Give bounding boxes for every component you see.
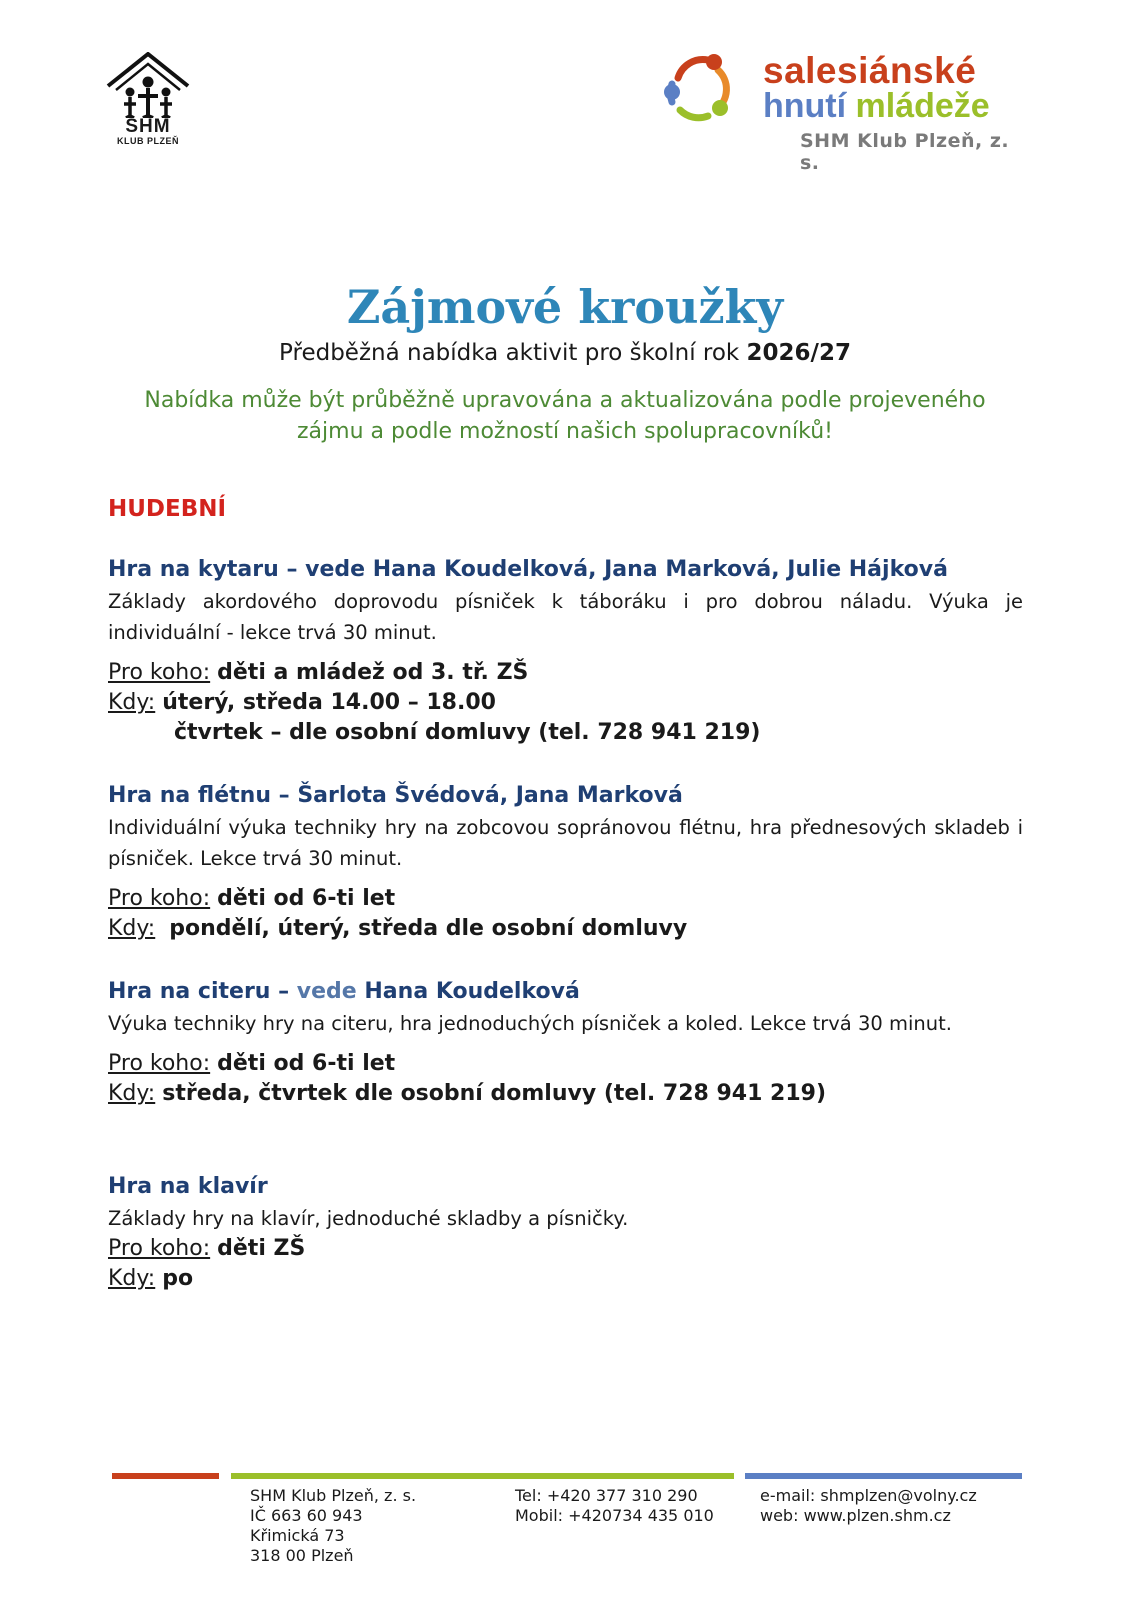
when-row [108, 1264, 1023, 1294]
when-label: Kdy: [108, 690, 156, 715]
activity-title-part2: vede [296, 979, 357, 1004]
activity-title-part1: Hra na citeru – [108, 979, 297, 1004]
footer-mobile: Mobil: +420734 435 010 [515, 1506, 714, 1525]
for-whom-label: Pro koho: [108, 1236, 211, 1261]
activity-description: Základy akordového doprovodu písniček k táboráku i pro dobrou náladu. Výuka je individuální - lekce trvá 30 minut. [108, 590, 1023, 644]
footer-org-name: SHM Klub Plzeň, z. s. [250, 1486, 417, 1505]
footer-tel: Tel: +420 377 310 290 [515, 1486, 698, 1505]
shm-brand-logo [668, 50, 1028, 174]
for-whom-value: děti od 6-ti let [217, 1051, 396, 1076]
when-value: úterý, středa 14.00 – 18.00 [162, 690, 496, 715]
footer-email[interactable]: e-mail: shmplzen@volny.cz [760, 1486, 977, 1505]
school-year: 2026/27 [746, 340, 851, 366]
footer-contacts [760, 1486, 977, 1526]
when-row [108, 688, 1023, 718]
logo-left-line1: SHM [125, 116, 171, 137]
notice-line-2: zájmu a podle možností našich spolupracovníků! [297, 419, 833, 444]
when-label: Kdy: [108, 1081, 156, 1106]
logo-line-hnuti-mladeze [763, 86, 990, 126]
page-title: Zájmové kroužky [346, 280, 784, 334]
category-heading: HUDEBNÍ [108, 496, 227, 522]
shm-klub-logo [106, 52, 196, 152]
when-row [108, 914, 1023, 944]
for-whom-value: děti a mládež od 3. tř. ZŠ [217, 660, 529, 685]
when-value: pondělí, úterý, středa dle osobní domluvy [169, 916, 688, 941]
activity-title: Hra na klavír [108, 1174, 268, 1199]
for-whom-label: Pro koho: [108, 886, 211, 911]
activity-description: Základy hry na klavír, jednoduché skladby a písničky. [108, 1207, 629, 1230]
footer-org-id: IČ 663 60 943 [250, 1506, 363, 1525]
footer-city: 318 00 Plzeň [250, 1546, 354, 1565]
logo-subtitle: SHM Klub Plzeň, z. s. [800, 130, 1010, 174]
for-whom-row [108, 884, 1023, 914]
footer-bar-blue [745, 1473, 1022, 1479]
for-whom-row [108, 1234, 1023, 1264]
for-whom-row [108, 658, 1023, 688]
activity-title: Hra na flétnu – Šarlota Švédová, Jana Marková [108, 783, 683, 808]
logo-word-mladeze: mládeže [855, 87, 990, 125]
activity-description: Výuka techniky hry na citeru, hra jednoduchých písniček a koled. Lekce trvá 30 minut. [108, 1012, 952, 1035]
logo-word-salesianske: salesiánské [763, 50, 977, 91]
footer-bar-green [231, 1473, 734, 1479]
page-subtitle [0, 340, 1130, 366]
ring-of-people-icon [658, 50, 742, 130]
footer-web[interactable]: web: www.plzen.shm.cz [760, 1506, 951, 1525]
offer-notice [100, 385, 1030, 447]
when-value: po [162, 1266, 194, 1291]
activity-flute [108, 783, 1023, 944]
house-family-icon [106, 52, 190, 118]
activity-piano [108, 1174, 1023, 1294]
activity-guitar [108, 557, 1023, 748]
footer-organization [250, 1486, 416, 1566]
activity-title [108, 979, 1023, 1004]
for-whom-value: děti od 6-ti let [217, 886, 396, 911]
when-value: středa, čtvrtek dle osobní domluvy (tel. 728 941 219) [162, 1081, 827, 1106]
footer-street: Křimická 73 [250, 1526, 345, 1545]
footer-bar-red [112, 1473, 219, 1479]
logo-word-hnuti: hnutí [763, 87, 847, 125]
for-whom-label: Pro koho: [108, 1051, 211, 1076]
activity-title: Hra na kytaru – vede Hana Koudelková, Jana Marková, Julie Hájková [108, 557, 948, 582]
when-label: Kdy: [108, 1266, 156, 1291]
subtitle-text: Předběžná nabídka aktivit pro školní rok [279, 340, 747, 366]
logo-left-line2: KLUB PLZEŇ [117, 136, 179, 146]
for-whom-row [108, 1049, 1023, 1079]
activity-zither [108, 979, 1023, 1109]
for-whom-value: děti ZŠ [217, 1236, 306, 1261]
when-row [108, 1079, 1023, 1109]
when-label: Kdy: [108, 916, 156, 941]
activity-title-part3: Hana Koudelková [356, 979, 580, 1004]
notice-line-1: Nabídka může být průběžně upravována a aktualizována podle projeveného [144, 388, 986, 413]
when-extra-row [108, 718, 1023, 748]
when-extra-value: čtvrtek – dle osobní domluvy (tel. 728 941 219) [174, 720, 761, 745]
footer-phones [515, 1486, 714, 1526]
for-whom-label: Pro koho: [108, 660, 211, 685]
activity-description: Individuální výuka techniky hry na zobcovou sopránovou flétnu, hra přednesových skladeb i písniček. Lekce trvá 30 minut. [108, 816, 1023, 870]
